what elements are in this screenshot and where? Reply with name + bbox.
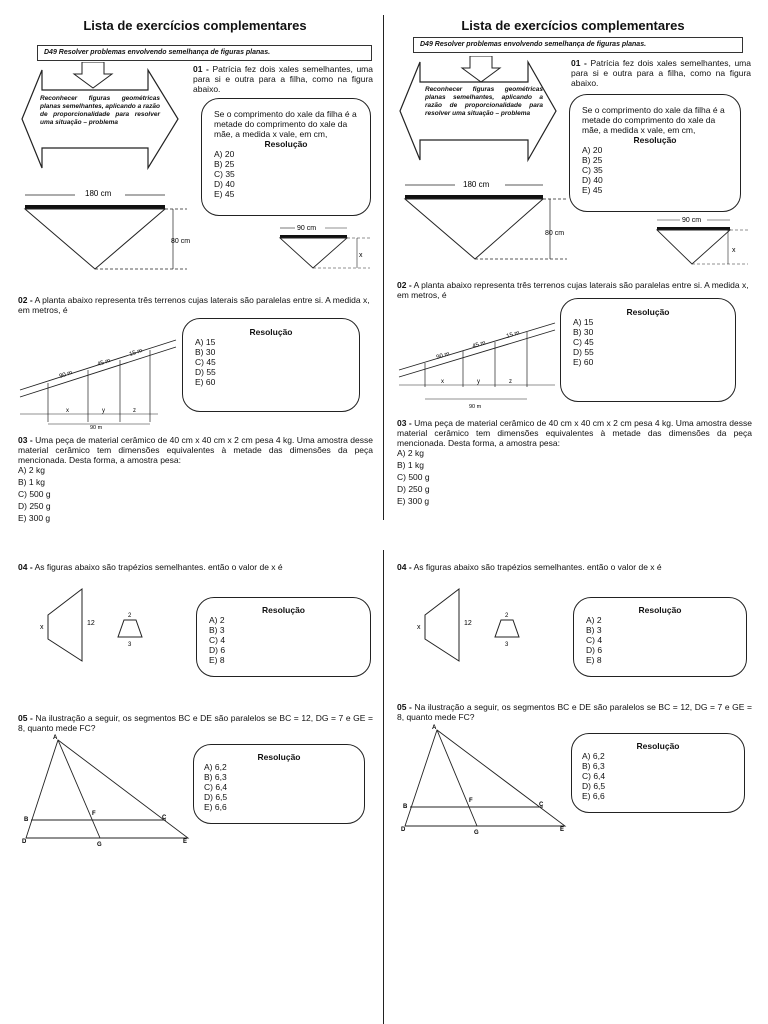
q3-options: [18, 464, 51, 524]
q5-label-c: C: [162, 815, 167, 821]
q4-label-3-copy: 3: [505, 642, 509, 648]
q4-trapezoids-figure-copy: [415, 585, 555, 665]
q1-text-copy: 01 - Patrícia fez dois xales semelhantes, uma para si e outra para a filha, como na figura abaixo.: [571, 58, 751, 88]
q3-option: B) 1 kg: [18, 477, 45, 487]
q2-option: E) 60: [195, 377, 216, 387]
q5-option: E) 6,6: [582, 791, 605, 801]
q2-resolucao: Resolução: [249, 327, 293, 337]
q5-answer-box-copy: [571, 733, 745, 813]
q1-small-side-label-copy: x: [732, 247, 736, 254]
q1-option: B) 25: [214, 159, 235, 169]
q4-label-2: 2: [128, 613, 132, 619]
q4-text-copy: 04 - As figuras abaixo são trapézios semelhantes. então o valor de x é: [397, 562, 662, 572]
q5-option: E) 6,6: [204, 802, 227, 812]
column-divider-bottom: [383, 550, 384, 1024]
q4-options: [209, 615, 358, 665]
q5-label-d-copy: D: [401, 827, 406, 833]
q1-resolucao: Resolução: [264, 139, 308, 149]
q1-option: A) 20: [582, 145, 603, 155]
q2-plan-figure: [18, 330, 178, 430]
arrow-text: Reconhecer figuras geométricas planas semelhantes, aplicando a razão de proporcionalidade para resolver uma situação – problema: [40, 95, 160, 126]
q1-answer-box-copy: [569, 94, 741, 212]
q2-label-c: 15 m: [128, 348, 144, 358]
q2-text-copy: 02 - A planta abaixo representa três terrenos cujas laterais são paralelas entre si. A medida x, em metros, é: [397, 280, 749, 300]
q4-answer-box: [196, 597, 371, 677]
q1-small-side-label: x: [359, 252, 363, 259]
q3-option: B) 1 kg: [397, 460, 424, 470]
q2-label-x-copy: x: [441, 379, 444, 385]
q2-label-y-copy: y: [477, 379, 480, 385]
q1-small-shawl-figure-copy: [652, 212, 752, 270]
q5-label-g-copy: G: [474, 830, 479, 836]
q5-label-e-copy: E: [560, 827, 565, 833]
q2-option: D) 55: [195, 367, 216, 377]
q1-option: E) 45: [214, 189, 235, 199]
q2-options-copy: [573, 317, 723, 367]
q5-label-f-copy: F: [469, 798, 473, 804]
q1-resolucao-copy: Resolução: [633, 135, 677, 145]
q5-label-g: G: [97, 842, 102, 848]
q2-plan-figure-copy: [397, 315, 557, 415]
column-divider-top: [383, 15, 384, 520]
q4-option: E) 8: [586, 655, 602, 665]
q2-answer-box-copy: [560, 298, 736, 402]
q4-resolucao-copy: Resolução: [638, 605, 682, 615]
q5-option: D) 6,5: [204, 792, 228, 802]
q4-label-2-copy: 2: [505, 613, 509, 619]
q5-label-a: A: [53, 735, 58, 741]
q5-options-copy: [582, 751, 734, 801]
q4-label-12-copy: 12: [464, 620, 472, 627]
q5-option: C) 6,4: [582, 771, 606, 781]
q1-big-side-label: 80 cm: [171, 238, 191, 245]
q1-answer-box: [201, 98, 371, 216]
q5-option: D) 6,5: [582, 781, 606, 791]
q4-text: 04 - As figuras abaixo são trapézios semelhantes. então o valor de x é: [18, 562, 283, 572]
q2-option: B) 30: [573, 327, 594, 337]
q2-label-a-copy: 90 m: [435, 351, 451, 361]
q3-option: A) 2 kg: [18, 465, 45, 475]
q5-answer-box: [193, 744, 365, 824]
q2-label-c-copy: 15 m: [505, 330, 521, 340]
q4-label-x: x: [40, 624, 44, 631]
q1-big-top-label-copy: 180 cm: [463, 180, 490, 189]
q4-label-12: 12: [87, 620, 95, 627]
q2-label-b-copy: 45 m: [471, 340, 487, 350]
q3-option: E) 300 g: [18, 513, 51, 523]
q2-label-bottom: 90 m: [90, 425, 103, 430]
q4-option: D) 6: [586, 645, 603, 655]
q2-label-z: z: [133, 408, 136, 414]
q4-option: A) 2: [586, 615, 602, 625]
q5-text-copy: 05 - Na ilustração a seguir, os segmentos BC e DE são paralelos se BC = 12, DG = 7 e GE = 8, quanto mede FC?: [397, 702, 752, 722]
q2-option: C) 45: [573, 337, 594, 347]
q4-option: C) 4: [209, 635, 226, 645]
q3-text: 03 - Uma peça de material cerâmico de 40 cm x 40 cm x 2 cm pesa 4 kg. Uma amostra desse material cerâmico tem dimensões equivalentes à metade das dimensões da peça mencionada. Desta forma, a amostra pesa:: [18, 435, 373, 465]
q3-text-copy: 03 - Uma peça de material cerâmico de 40 cm x 40 cm x 2 cm pesa 4 kg. Uma amostra desse material cerâmico tem dimensões equivalentes à metade das dimensões da peça mencionada. Desta forma, a amostra pesa:: [397, 418, 752, 448]
q3-option: A) 2 kg: [397, 448, 424, 458]
q1-option: C) 35: [214, 169, 235, 179]
q5-label-a-copy: A: [432, 725, 437, 731]
q2-option: C) 45: [195, 357, 216, 367]
q2-answer-box: [182, 318, 360, 412]
q2-option: E) 60: [573, 357, 594, 367]
q3-option: C) 500 g: [18, 489, 51, 499]
q2-option: A) 15: [195, 337, 216, 347]
q5-label-f: F: [92, 811, 96, 817]
q5-option: A) 6,2: [582, 751, 605, 761]
q5-triangle-figure: [18, 733, 198, 848]
q2-label-bottom-copy: 90 m: [469, 404, 482, 410]
q1-option: E) 45: [582, 185, 603, 195]
q1-box-text-copy: Se o comprimento do xale da filha é a metade do comprimento do xale da mãe, a medida x vale, em cm,: [582, 105, 725, 135]
q3-option: E) 300 g: [397, 496, 430, 506]
q5-option: A) 6,2: [204, 762, 227, 772]
q4-label-3: 3: [128, 642, 132, 648]
q5-label-d: D: [22, 839, 27, 845]
page-title-copy: Lista de exercícios complementares: [461, 18, 685, 33]
q4-answer-box-copy: [573, 597, 747, 677]
q4-label-x-copy: x: [417, 624, 421, 631]
q5-options: [204, 762, 354, 812]
q4-option: C) 4: [586, 635, 603, 645]
q5-resolucao: Resolução: [257, 752, 301, 762]
page-title: Lista de exercícios complementares: [83, 18, 307, 33]
q2-options: [195, 337, 347, 387]
q5-option: B) 6,3: [204, 772, 227, 782]
q4-resolucao: Resolução: [262, 605, 305, 615]
q1-box-text: Se o comprimento do xale da filha é a metade do comprimento do xale da mãe, a medida x vale, em cm,: [214, 109, 357, 139]
q1-big-top-label: 180 cm: [85, 189, 112, 198]
q5-option: C) 6,4: [204, 782, 228, 792]
q2-label-z-copy: z: [509, 379, 512, 385]
q1-option: A) 20: [214, 149, 235, 159]
q3-option: C) 500 g: [397, 472, 430, 482]
q1-options: [214, 149, 358, 199]
q1-text: 01 - Patrícia fez dois xales semelhantes, uma para si e outra para a filha, como na figura abaixo.: [193, 64, 373, 94]
q5-triangle-figure-copy: [397, 723, 577, 838]
q2-option: B) 30: [195, 347, 216, 357]
q1-big-side-label-copy: 80 cm: [545, 230, 565, 237]
q5-label-e: E: [183, 839, 188, 845]
q5-label-b-copy: B: [403, 804, 408, 810]
q4-option: B) 3: [209, 625, 225, 635]
q2-label-a: 90 m: [58, 370, 74, 380]
q4-options-copy: [586, 615, 734, 665]
q5-option: B) 6,3: [582, 761, 605, 771]
q1-small-top-label-copy: 90 cm: [682, 217, 702, 224]
q3-option: D) 250 g: [18, 501, 51, 511]
q2-label-y: y: [102, 408, 105, 414]
descriptor-box: D49 Resolver problemas envolvendo semelhança de figuras planas.: [37, 45, 372, 61]
q4-option: E) 8: [209, 655, 225, 665]
q1-small-top-label: 90 cm: [297, 225, 317, 232]
arrow-text-copy: Reconhecer figuras geométricas planas semelhantes, aplicando a razão de proporcionalidade para resolver uma situação – problema: [425, 86, 543, 117]
q1-option: C) 35: [582, 165, 603, 175]
q3-option: D) 250 g: [397, 484, 430, 494]
q2-resolucao-copy: Resolução: [626, 307, 670, 317]
q1-option: D) 40: [214, 179, 235, 189]
q2-text: 02 - A planta abaixo representa três terrenos cujas laterais são paralelas entre si. A medida x, em metros, é: [18, 295, 370, 315]
q4-trapezoids-figure: [38, 585, 178, 665]
q1-small-shawl-figure: [275, 220, 375, 275]
q4-option: D) 6: [209, 645, 226, 655]
q2-label-b: 45 m: [96, 358, 112, 368]
q1-shawl-figure-copy: [395, 175, 575, 265]
q1-options-copy: [582, 145, 728, 195]
q5-resolucao-copy: Resolução: [636, 741, 680, 751]
q4-option: B) 3: [586, 625, 602, 635]
q1-option: D) 40: [582, 175, 603, 185]
q4-option: A) 2: [209, 615, 225, 625]
q5-label-b: B: [24, 817, 29, 823]
q3-options-copy: [397, 447, 430, 507]
q2-option: D) 55: [573, 347, 594, 357]
q2-label-x: x: [66, 408, 69, 414]
q2-option: A) 15: [573, 317, 594, 327]
q5-label-c-copy: C: [539, 802, 544, 808]
q1-option: B) 25: [582, 155, 603, 165]
q1-shawl-figure: [15, 185, 195, 275]
descriptor-box-copy: D49 Resolver problemas envolvendo semelhança de figuras planas.: [413, 37, 743, 53]
q5-text: 05 - Na ilustração a seguir, os segmentos BC e DE são paralelos se BC = 12, DG = 7 e GE = 8, quanto mede FC?: [18, 713, 373, 733]
